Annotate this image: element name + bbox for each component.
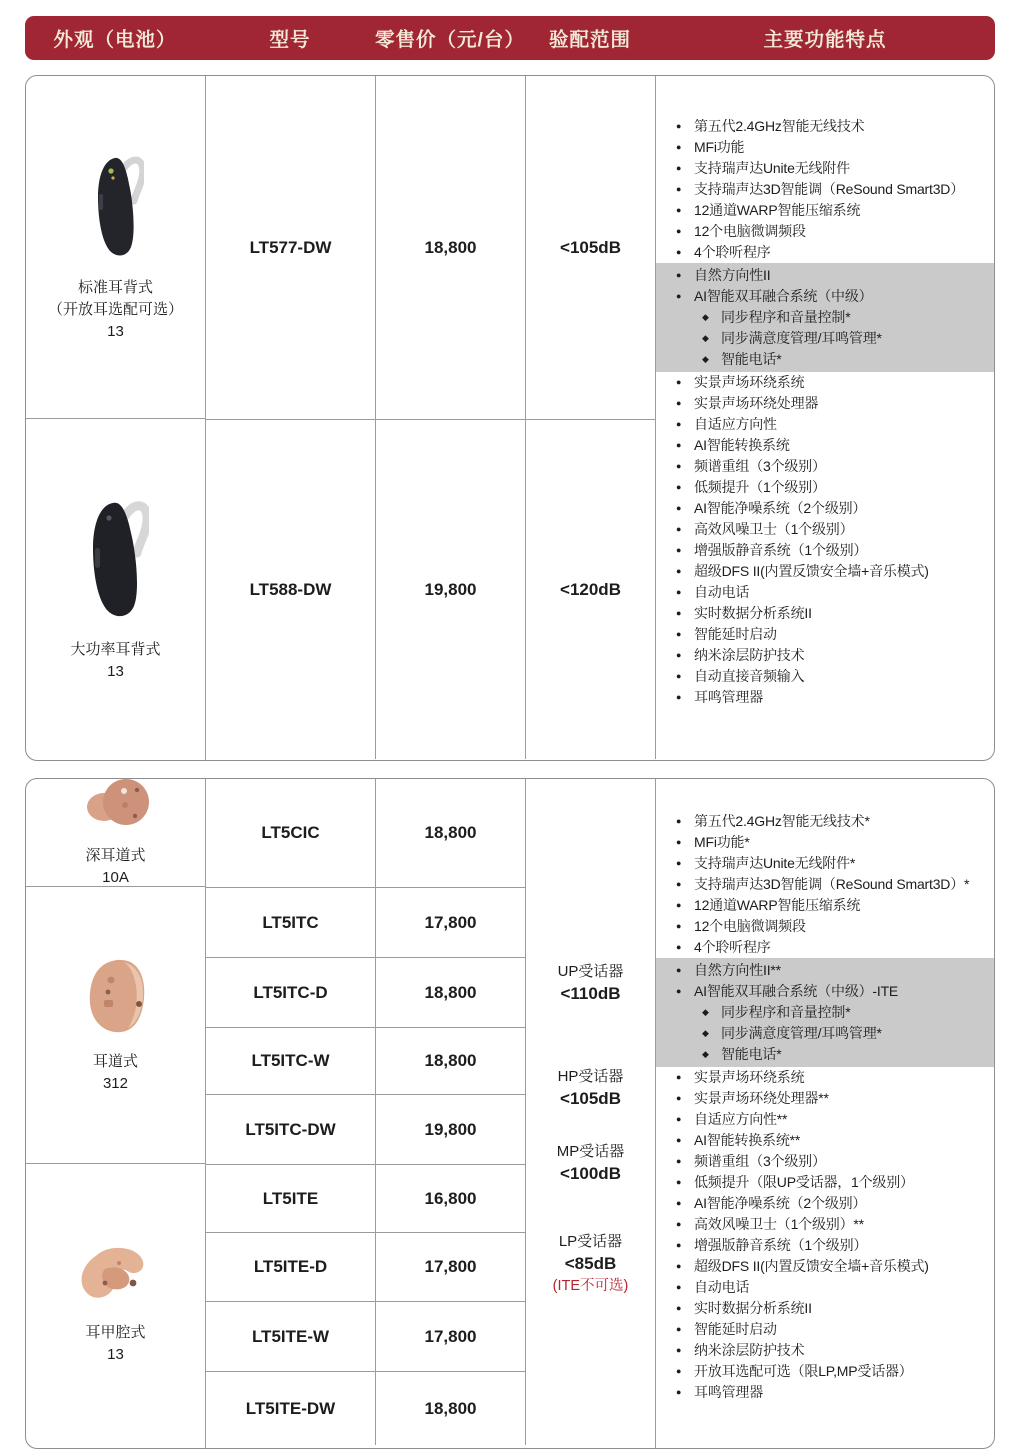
feature-item: ● AI智能净噪系统（2个级别） (674, 1193, 984, 1214)
feature-item: ● 耳鸣管理器 (674, 1382, 984, 1403)
feature-item: ● 12个电脑微调频段 (674, 916, 984, 937)
appearance-label-line: 13 (107, 322, 124, 340)
feature-item: ● 实时数据分析系统II (674, 1298, 984, 1319)
product-row (206, 887, 526, 957)
fitting-range-column-ite (526, 779, 656, 1448)
bte-standard-device-image (88, 152, 144, 267)
appearance-label-line: 大功率耳背式 (70, 640, 161, 658)
appearance-label-line: 耳道式 (92, 1052, 138, 1070)
feature-item: ● 自适应方向性 (674, 414, 984, 435)
ite-unavailable-note: (ITE不可选) (552, 1278, 629, 1294)
feature-item: ● 实景声场环绕处理器 (674, 393, 984, 414)
feature-item: ● 自然方向性II** (674, 960, 984, 981)
model-cell: LT577-DW (206, 76, 376, 419)
feature-item: ● 高效风噪卫士（1个级别） (674, 519, 984, 540)
product-row (206, 1232, 526, 1301)
feature-subitem: ◆ 智能电话* (674, 1044, 984, 1065)
feature-list (674, 960, 984, 1065)
fitting-range-group (526, 961, 655, 1005)
header-column-label: 验配范围 (548, 29, 631, 51)
product-row (206, 76, 656, 419)
highlighted-feature-band (656, 263, 994, 372)
price-cell: 17,800 (376, 1302, 526, 1371)
appearance-label (93, 1051, 138, 1095)
feature-item: ● 智能延时启动 (674, 1319, 984, 1340)
itc-device-image (84, 956, 148, 1041)
fitting-range-cell: <105dB (526, 76, 656, 419)
product-appearance-ite (26, 1164, 205, 1445)
feature-item: ● 支持瑞声达3D智能调（ReSound Smart3D）* (674, 874, 984, 895)
appearance-label-line: 13 (107, 662, 124, 680)
feature-item: ● 开放耳选配可选（限LP,MP受话器） (674, 1361, 984, 1382)
ite-products-table (25, 778, 995, 1449)
feature-item: ● 纳米涂层防护技术 (674, 645, 984, 666)
feature-subitem: ◆ 智能电话* (674, 349, 984, 370)
feature-item: ● 增强版静音系统（1个级别） (674, 1235, 984, 1256)
feature-item: ● 实景声场环绕系统 (674, 1067, 984, 1088)
feature-item: ● 4个聆听程序 (674, 937, 984, 958)
feature-item: ● 超级DFS II(内置反馈安全墙+音乐模式) (674, 561, 984, 582)
product-row (206, 779, 526, 887)
feature-item: ● 低频提升（1个级别） (674, 477, 984, 498)
appearance-label-line: 312 (102, 1074, 128, 1092)
appearance-label (85, 1322, 145, 1366)
appearance-label-line: 深耳道式 (85, 847, 146, 864)
header-column-label: 外观（电池） (53, 29, 177, 51)
feature-item: ● AI智能转换系统 (674, 435, 984, 456)
feature-item: ● AI智能双耳融合系统（中级）-ITE (674, 981, 984, 1002)
feature-item: ● 4个聆听程序 (674, 242, 984, 263)
appearance-label-line: 标准耳背式 (77, 278, 153, 296)
receiver-label: UP受话器 (557, 963, 624, 980)
feature-item: ● 自动电话 (674, 1277, 984, 1298)
product-row (206, 419, 656, 759)
highlighted-feature-band (656, 958, 994, 1067)
feature-item: ● 支持瑞声达Unite无线附件 (674, 158, 984, 179)
feature-list (674, 265, 984, 370)
product-row (206, 1301, 526, 1371)
receiver-label: LP受话器 (558, 1233, 623, 1250)
model-cell: LT5ITC-D (206, 958, 376, 1027)
fitting-range-group (526, 1141, 655, 1185)
feature-subitem: ◆ 同步满意度管理/耳鸣管理* (674, 328, 984, 349)
feature-subitem: ◆ 同步程序和音量控制* (674, 1002, 984, 1023)
ite-device-image (75, 1243, 157, 1312)
receiver-label: MP受话器 (556, 1143, 625, 1160)
feature-subitem: ◆ 同步满意度管理/耳鸣管理* (674, 1023, 984, 1044)
cic-device-image (80, 778, 152, 835)
product-row (206, 1371, 526, 1445)
price-cell: 19,800 (376, 420, 526, 759)
appearance-label (85, 845, 145, 889)
product-row (206, 957, 526, 1027)
product-row (206, 1094, 526, 1164)
feature-item: ● 12个电脑微调频段 (674, 221, 984, 242)
product-row (206, 1027, 526, 1094)
feature-list (674, 116, 984, 263)
features-column-bte (656, 76, 994, 760)
price-cell: 17,800 (376, 1233, 526, 1301)
price-cell: 18,800 (376, 1028, 526, 1094)
appearance-label (48, 277, 183, 343)
appearance-label-line: 13 (107, 1346, 124, 1363)
fitting-range-group (526, 1231, 655, 1297)
appearance-label-line: 耳甲腔式 (85, 1324, 146, 1341)
feature-item: ● 自适应方向性** (674, 1109, 984, 1130)
price-cell: 19,800 (376, 1095, 526, 1164)
product-appearance-standard-bte (26, 76, 205, 419)
product-row (206, 1164, 526, 1232)
header-column-label: 主要功能特点 (763, 29, 887, 51)
feature-item: ● 低频提升（限UP受话器，1个级别） (674, 1172, 984, 1193)
model-price-rows-ite (206, 779, 526, 1448)
feature-list (674, 372, 984, 708)
feature-item: ● 第五代2.4GHz智能无线技术 (674, 116, 984, 137)
model-cell: LT5ITE-W (206, 1302, 376, 1371)
header-column-label: 型号 (269, 29, 311, 51)
product-appearance-power-bte (26, 419, 205, 759)
features-column-ite (656, 779, 994, 1448)
db-range-value: <110dB (560, 984, 621, 1003)
model-price-range-rows-bte (206, 76, 656, 760)
model-cell: LT5ITC (206, 888, 376, 957)
appearance-label-line: （开放耳选配可选） (47, 300, 183, 318)
appearance-column-bte (26, 76, 206, 760)
feature-item: ● 第五代2.4GHz智能无线技术* (674, 811, 984, 832)
feature-item: ● 实时数据分析系统II (674, 603, 984, 624)
feature-item: ● 超级DFS II(内置反馈安全墙+音乐模式) (674, 1256, 984, 1277)
feature-item: ● 频谱重组（3个级别） (674, 1151, 984, 1172)
feature-item: ● 实景声场环绕处理器** (674, 1088, 984, 1109)
feature-item: ● 自然方向性II (674, 265, 984, 286)
feature-item: ● 耳鸣管理器 (674, 687, 984, 708)
db-range-value: <105dB (560, 1089, 621, 1108)
table-header-bar (25, 16, 995, 60)
feature-item: ● AI智能净噪系统（2个级别） (674, 498, 984, 519)
model-cell: LT5ITE-D (206, 1233, 376, 1301)
bte-power-device-image (83, 496, 149, 629)
model-cell: LT5ITC-DW (206, 1095, 376, 1164)
db-range-value: <85dB (564, 1254, 617, 1273)
fitting-range-cell: <120dB (526, 420, 656, 759)
appearance-column-ite (26, 779, 206, 1448)
feature-item: ● AI智能双耳融合系统（中级） (674, 286, 984, 307)
feature-item: ● 频谱重组（3个级别） (674, 456, 984, 477)
header-column-label: 零售价（元/台） (375, 29, 525, 51)
feature-item: ● 智能延时启动 (674, 624, 984, 645)
feature-item: ● 支持瑞声达Unite无线附件* (674, 853, 984, 874)
feature-item: ● 纳米涂层防护技术 (674, 1340, 984, 1361)
appearance-label (70, 639, 160, 683)
model-cell: LT5ITE-DW (206, 1372, 376, 1445)
feature-item: ● 自动电话 (674, 582, 984, 603)
price-cell: 17,800 (376, 888, 526, 957)
feature-subitem: ◆ 同步程序和音量控制* (674, 307, 984, 328)
feature-item: ● 支持瑞声达3D智能调（ReSound Smart3D） (674, 179, 984, 200)
price-cell: 18,800 (376, 76, 526, 419)
appearance-label-line: 10A (102, 869, 129, 886)
price-cell: 18,800 (376, 1372, 526, 1445)
feature-list (674, 1067, 984, 1403)
feature-list (674, 811, 984, 958)
price-cell: 16,800 (376, 1165, 526, 1232)
feature-item: ● 增强版静音系统（1个级别） (674, 540, 984, 561)
receiver-label: HP受话器 (557, 1068, 624, 1085)
product-appearance-cic (26, 779, 205, 887)
product-appearance-itc (26, 887, 205, 1164)
bte-products-table (25, 75, 995, 761)
feature-item: ● MFi功能 (674, 137, 984, 158)
price-cell: 18,800 (376, 779, 526, 887)
feature-item: ● 高效风噪卫士（1个级别）** (674, 1214, 984, 1235)
model-cell: LT5ITE (206, 1165, 376, 1232)
feature-item: ● 12通道WARP智能压缩系统 (674, 200, 984, 221)
feature-item: ● AI智能转换系统** (674, 1130, 984, 1151)
feature-item: ● 12通道WARP智能压缩系统 (674, 895, 984, 916)
feature-item: ● 实景声场环绕系统 (674, 372, 984, 393)
fitting-range-group (526, 1066, 655, 1110)
model-cell: LT5ITC-W (206, 1028, 376, 1094)
model-cell: LT588-DW (206, 420, 376, 759)
model-cell: LT5CIC (206, 779, 376, 887)
feature-item: ● MFi功能* (674, 832, 984, 853)
db-range-value: <100dB (560, 1164, 621, 1183)
price-cell: 18,800 (376, 958, 526, 1027)
feature-item: ● 自动直接音频输入 (674, 666, 984, 687)
